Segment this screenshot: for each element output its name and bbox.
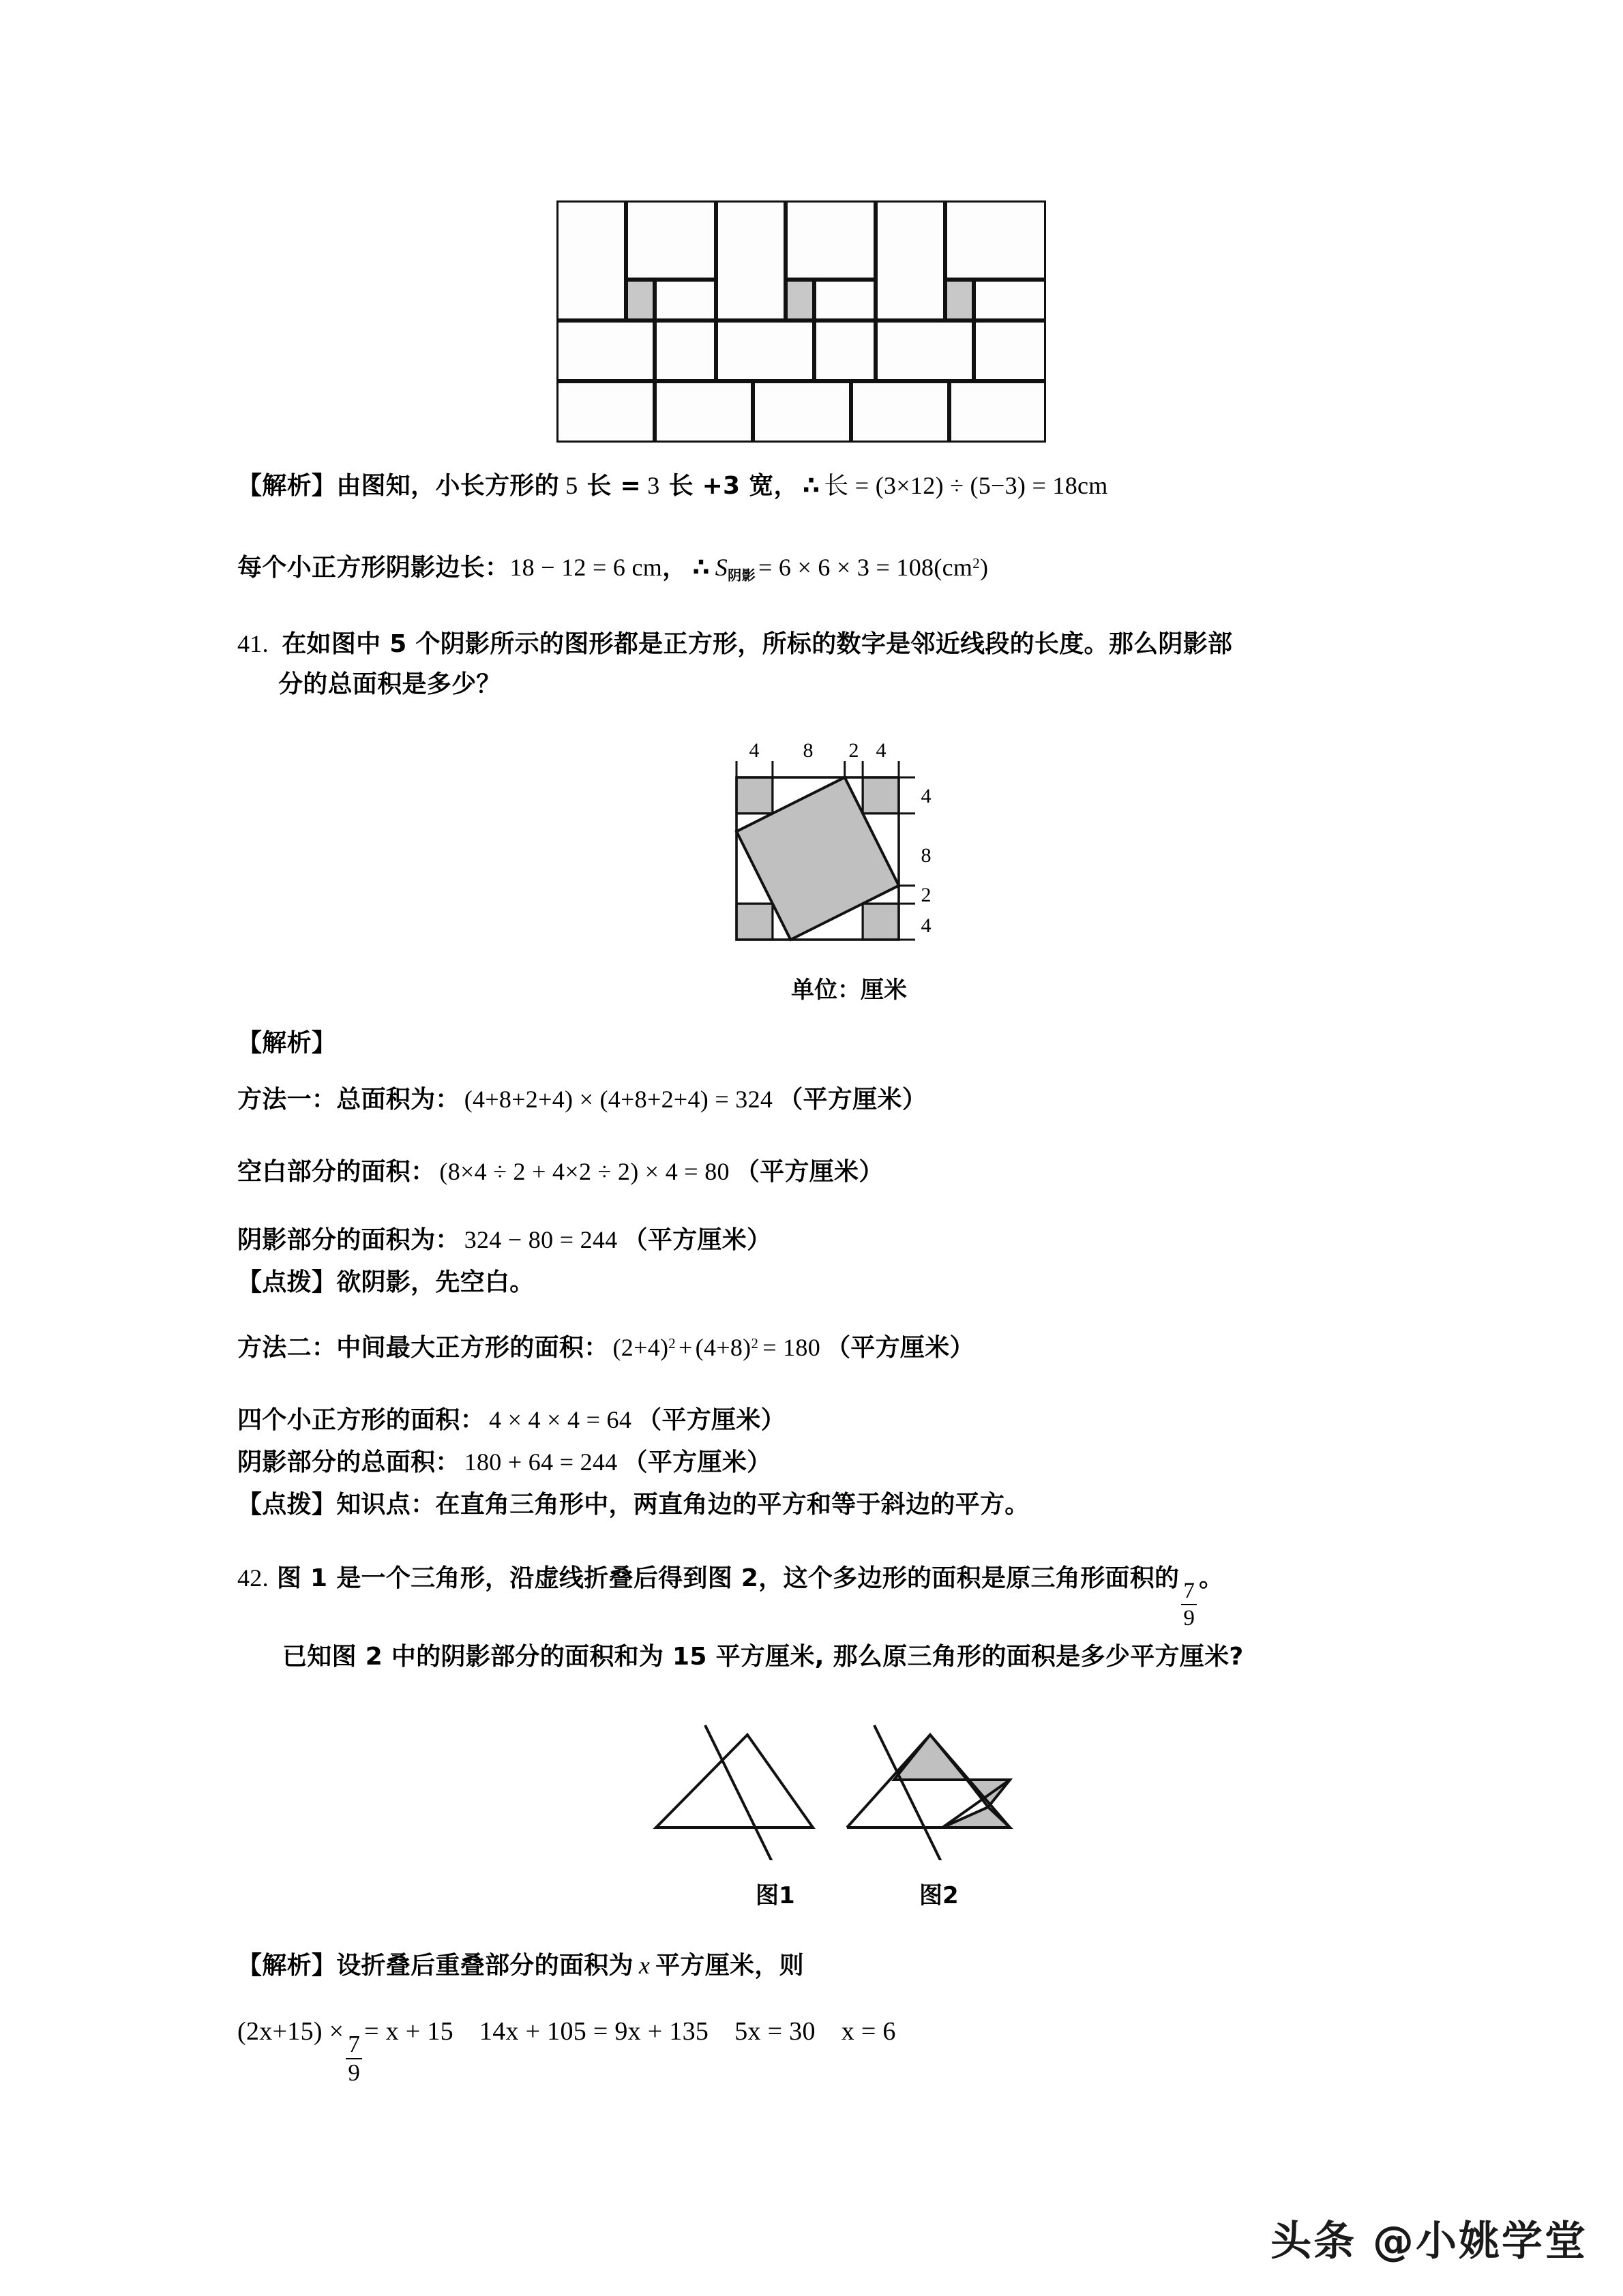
tip2-text: 知识点：在直角三角形中，两直角边的平方和等于斜边的平方。 — [336, 1491, 1030, 1519]
brick — [876, 320, 974, 381]
fraction-numerator: 7 — [1183, 1578, 1195, 1604]
solution-41-method2 — [237, 1335, 974, 1360]
shaded-square — [786, 280, 814, 320]
method2-result: = 180 — [762, 1334, 820, 1361]
brick — [626, 200, 716, 280]
brick — [655, 280, 716, 320]
corner-square-top-left — [736, 777, 773, 814]
method2-unit: （平方厘米） — [826, 1334, 974, 1362]
solution-42-intro-a: 设折叠后重叠部分的面积为 — [336, 1952, 634, 1980]
method2-exp-b: 2 — [751, 1335, 759, 1352]
exponent: 2 — [972, 555, 980, 572]
brick — [556, 381, 655, 443]
plus-sign: + — [679, 1334, 693, 1361]
watermark-logo: 头条 @小姚学堂 — [1270, 2218, 1588, 2265]
brick — [655, 320, 716, 381]
four-small-head: 四个小正方形的面积： — [237, 1406, 486, 1434]
brick — [556, 200, 626, 320]
solution-41-label: 【解析】 — [237, 1029, 337, 1057]
solution-42-label: 【解析】 — [237, 1952, 337, 1980]
label-right-4b: 4 — [921, 914, 932, 937]
method2-head: 方法二：中间最大正方形的面积： — [237, 1334, 609, 1362]
four-small-equation: 4 × 4 × 4 = 64 — [489, 1406, 632, 1433]
method1-head: 方法一：总面积为： — [237, 1086, 460, 1114]
solution-40-num-a: 5 — [565, 472, 578, 499]
solution-40-num-b: 3 — [647, 472, 660, 499]
fraction-denominator: 9 — [1183, 1605, 1195, 1630]
solution-42-intro — [237, 1953, 804, 1978]
problem-41-number-line — [237, 631, 1232, 657]
blank-head: 空白部分的面积： — [237, 1158, 436, 1186]
equation-step3: 5x = 30 — [734, 2017, 816, 2046]
method2-term-a: (2+4) — [612, 1334, 669, 1361]
solution-40-line2 — [237, 555, 988, 582]
comma: ， — [662, 554, 687, 582]
total-unit: （平方厘米） — [623, 1448, 772, 1476]
solution-label: 【解析】 — [237, 472, 337, 500]
method1-unit: （平方厘米） — [778, 1086, 927, 1114]
problem-42-text-line2: 已知图 2 中的阴影部分的面积和为 15 平方厘米, 那么原三角形的面积是多少平方厘米? — [282, 1643, 1244, 1671]
problem-42-number: 42. — [237, 1564, 269, 1592]
shade-head: 阴影部分的面积为： — [237, 1226, 460, 1254]
solution-41-shade — [237, 1227, 771, 1253]
triangles-svg — [634, 1703, 1016, 1860]
solution-41-tip1 — [237, 1270, 535, 1295]
corner-square-bottom-right — [863, 904, 899, 940]
brick — [716, 320, 814, 381]
solution-40-mid1: 长 = — [586, 472, 641, 500]
variable-x: x — [638, 1952, 651, 1979]
total-head: 阴影部分的总面积： — [237, 1448, 460, 1476]
figure-tilted-square — [715, 738, 947, 970]
equation-step2: 14x + 105 = 9x + 135 — [479, 2017, 709, 2046]
corner-square-bottom-left — [736, 904, 773, 940]
method2-exp-a: 2 — [668, 1335, 676, 1352]
equation-rhs: = x + 15 — [364, 2017, 453, 2046]
brick — [876, 200, 945, 320]
problem-42-text-a: 图 1 是一个三角形，沿虚线折叠后得到图 2，这个多边形的面积是原三角形面积的 — [276, 1564, 1180, 1592]
blank-unit: （平方厘米） — [734, 1158, 884, 1186]
solution-40-equation: 长 = (3×12) ÷ (5−3) = 18cm — [824, 472, 1108, 499]
eq-fraction-numerator: 7 — [348, 2031, 361, 2058]
shaded-square — [626, 280, 655, 320]
figure-2-group — [847, 1725, 1010, 1860]
shade-unit: （平方厘米） — [623, 1226, 772, 1254]
solution-40-line2-eq1: 18 − 12 = 6 cm — [509, 554, 663, 581]
total-equation: 180 + 64 = 244 — [464, 1448, 618, 1476]
brick — [655, 381, 753, 443]
equation-step4: x = 6 — [841, 2017, 896, 2046]
brick — [814, 280, 876, 320]
solution-40-line2-eq2: = 6 × 6 × 3 = 108(cm — [758, 554, 973, 581]
area-subscript: 阴影 — [728, 567, 756, 584]
corner-square-top-right — [863, 777, 899, 814]
tip1-label: 【点拨】 — [237, 1268, 337, 1296]
brick — [814, 320, 876, 381]
brick — [753, 381, 851, 443]
problem-42-line1 — [237, 1566, 1223, 1630]
solution-41-tip2 — [237, 1492, 1030, 1517]
brick — [974, 280, 1046, 320]
brick — [786, 200, 876, 280]
brick — [716, 200, 786, 320]
brick — [556, 320, 655, 381]
method2-term-b: (4+8) — [695, 1334, 751, 1361]
figure-1-caption: 图1 — [756, 1882, 795, 1909]
figure-2-caption: 图2 — [919, 1882, 959, 1909]
solution-41-method1 — [237, 1087, 927, 1112]
equation-lhs: (2x+15) × — [237, 2017, 344, 2046]
label-top-4b: 4 — [876, 739, 887, 762]
label-top-2: 2 — [848, 739, 859, 762]
triangle-1 — [656, 1735, 813, 1828]
figure-brick-wall — [556, 200, 1046, 443]
method1-equation: (4+8+2+4) × (4+8+2+4) = 324 — [464, 1086, 773, 1113]
solution-41-blank — [237, 1159, 884, 1184]
tilted-square-svg — [715, 738, 947, 970]
figure-41-caption: 单位：厘米 — [791, 976, 907, 1004]
fraction-seven-ninths — [1181, 1579, 1197, 1630]
problem-41-text-line2: 分的总面积是多少？ — [278, 670, 501, 698]
tip1-text: 欲阴影，先空白。 — [336, 1268, 535, 1296]
shaded-triangle-top — [894, 1735, 967, 1780]
label-right-8: 8 — [921, 844, 932, 867]
solution-42-equation-line — [237, 2018, 896, 2085]
label-right-2: 2 — [921, 884, 932, 906]
problem-42-text-b: 。 — [1199, 1564, 1224, 1592]
eq-fraction-denominator: 9 — [348, 2059, 361, 2086]
brick — [949, 381, 1046, 443]
label-right-4: 4 — [921, 785, 932, 807]
label-top-4: 4 — [749, 739, 760, 762]
brick — [974, 320, 1046, 381]
brick — [945, 200, 1046, 280]
tip2-label: 【点拨】 — [237, 1491, 337, 1519]
solution-40-prefix: 由图知，小长方形的 — [336, 472, 559, 500]
solution-40-line2-prefix: 每个小正方形阴影边长： — [237, 554, 510, 582]
problem-41-number: 41. — [237, 630, 269, 657]
therefore-symbol: ∴ — [692, 554, 710, 582]
four-small-unit: （平方厘米） — [637, 1406, 786, 1434]
solution-40-line1 — [237, 473, 1108, 498]
solution-40-mid2: 长 +3 宽， — [668, 472, 799, 500]
figure-1-group — [656, 1725, 813, 1860]
brick — [851, 381, 949, 443]
problem-41-text-line1: 在如图中 5 个阴影所示的图形都是正方形，所标的数字是邻近线段的长度。那么阴影部 — [282, 630, 1233, 658]
solution-42-intro-b: 平方厘米，则 — [655, 1952, 804, 1980]
blank-equation: (8×4 ÷ 2 + 4×2 ÷ 2) × 4 = 80 — [439, 1158, 730, 1185]
solution-41-four-small — [237, 1407, 786, 1433]
area-symbol: S — [715, 554, 728, 581]
figure-triangles — [634, 1703, 1016, 1860]
equation-fraction — [346, 2032, 362, 2085]
shaded-square — [945, 280, 974, 320]
close-paren: ) — [979, 554, 989, 581]
label-top-8: 8 — [803, 739, 814, 762]
shade-equation: 324 − 80 = 244 — [464, 1226, 618, 1253]
therefore-symbol: ∴ — [802, 472, 820, 500]
solution-41-total — [237, 1450, 771, 1475]
